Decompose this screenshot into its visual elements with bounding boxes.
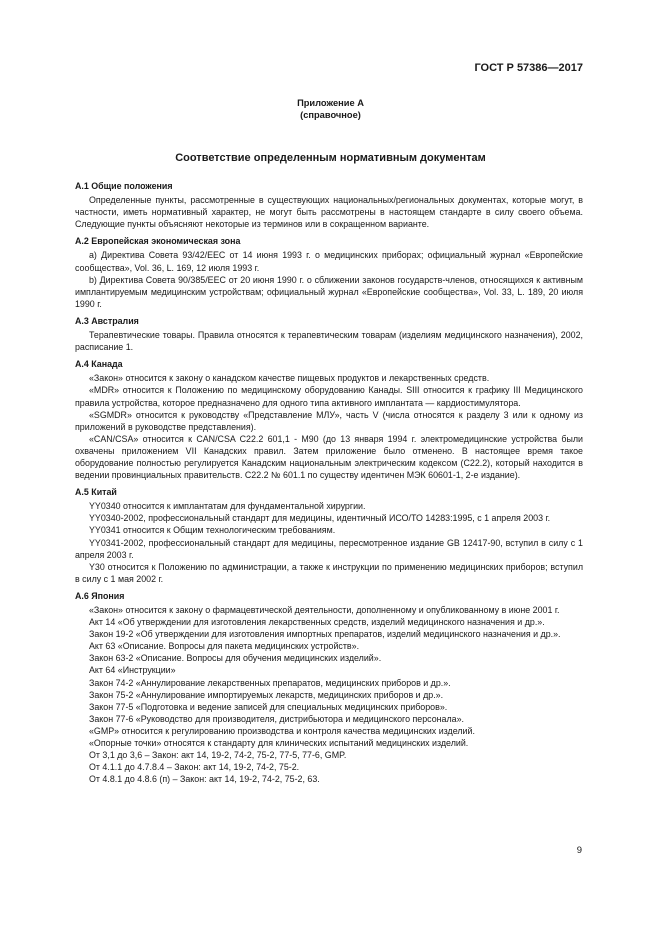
section-paragraph: Определенные пункты, рассмотренные в существующих национальных/региональных документах, которые могут, в частности, иметь нормативный характер, не могут быть рассмотрены в настоящем стандарте в силу своего объема. Следующие пункты объясняют некоторые из терминов или в сокращенном варианте. xyxy=(75,195,583,230)
section-heading: А.1 Общие положения xyxy=(75,181,173,191)
section-paragraph: «CAN/CSA» относится к CAN/CSA C22.2 601,1 - M90 (до 13 января 1994 г. электромедицинские устройства были охвачены приложением VII Канадских правил. Затем приложение было отменено. В настоящее время такое оборудование полностью регулируется Канадским национальным электрическим кодексом (C22.2), который находится в ведении провинциальных правительств. C22.2 № 601.1 по существу идентичен МЭК 60601-1, 2-е издание). xyxy=(75,433,583,481)
section-paragraph: Закон 75-2 «Аннулирование импортируемых лекарств, медицинских приборов и др.». xyxy=(89,689,444,700)
section-heading: А.5 Китай xyxy=(75,487,117,498)
section-paragraph: Акт 64 «Инструкции» xyxy=(89,665,176,676)
section-heading: А.4 Канада xyxy=(75,359,123,370)
section-paragraph: «Закон» относится к закону о фармацевтической деятельности, дополненному и опубликованному в июне 2001 г. xyxy=(89,605,560,615)
section-paragraph: Закон 77-6 «Руководство для производителя, дистрибьютора и медицинского персонала». xyxy=(89,713,465,724)
document-body xyxy=(75,180,583,785)
section-paragraph: От 4.1.1 до 4.7.8.4 – Закон: акт 14, 19-2, 74-2, 75-2. xyxy=(89,762,300,773)
section-paragraph: Акт 14 «Об утверждении для изготовления лекарственных средств, изделий медицинского назначения и др.». xyxy=(89,617,545,628)
section-paragraph: Терапевтические товары. Правила относятся к терапевтическим товарам (изделиям медицинского назначения), 2002, расписание 1. xyxy=(75,330,583,353)
section-heading: А.2 Европейская экономическая зона xyxy=(75,236,241,247)
section-paragraph: a) Директива Совета 93/42/EEC от 14 июня 1993 г. о медицинских приборах; официальный журнал «Европейские сообщества», Vol. 36, L. 169, 12 июля 1993 г. xyxy=(75,250,583,273)
annex-type: (справочное) xyxy=(300,110,361,120)
section-heading: А.3 Австралия xyxy=(75,315,139,326)
section-paragraph: YY0341 относится к Общим технологическим требованиям. xyxy=(89,525,336,536)
section-paragraph: Закон 74-2 «Аннулирование лекарственных препаратов, медицинских приборов и др.». xyxy=(89,677,451,688)
main-title: Соответствие определенным нормативным документам xyxy=(175,152,486,164)
section-paragraph: YY0341-2002, профессиональный стандарт для медицины, пересмотренное издание GB 12417-90, вступил в силу с 1 апреля 2003 г. xyxy=(75,537,583,560)
section-paragraph: «MDR» относится к Положению по медицинскому оборудованию Канады. SIII относится к графику III Медицинского правила устройства, которое предназначено для одного типа активного имплантата — кардиостимулятора. xyxy=(75,385,583,408)
annex-heading xyxy=(0,97,661,121)
section-paragraph: От 3,1 до 3,6 – Закон: акт 14, 19-2, 74-2, 75-2, 77-5, 77-6, GMP. xyxy=(89,750,347,761)
section-paragraph: Акт 63 «Описание. Вопросы для пакета медицинских устройств». xyxy=(89,641,360,652)
section-heading: А.6 Япония xyxy=(75,590,125,601)
section-paragraph: YY0340-2002, профессиональный стандарт для медицины, идентичный ИСО/ТО 14283:1995, с 1 апреля 2003 г. xyxy=(89,513,551,524)
section-paragraph: YY0340 относится к имплантатам для фундаментальной хирургии. xyxy=(89,501,366,512)
section-paragraph: Закон 63-2 «Описание. Вопросы для обучения медицинских изделий». xyxy=(89,653,382,664)
section-paragraph: Y30 относится к Положению по администрации, а также к инструкции по применению медицинских приборов; вступил в силу с 1 мая 2002 г. xyxy=(75,561,583,584)
section-paragraph: Закон 77-5 «Подготовка и ведение записей для специальных медицинских приборов». xyxy=(89,701,448,712)
section-paragraph: b) Директива Совета 90/385/EEC от 20 июня 1990 г. о сближении законов государств-членов, относящихся к активным имплантируемым медицинским устройствам; официальный журнал «Европейские сообщества», Vol. 33, L. 189, 20 июля 1990 г. xyxy=(75,274,583,309)
section-paragraph: Закон 19-2 «Об утверждении для изготовления импортных препаратов, изделий медицинского назначения и др.». xyxy=(89,629,561,640)
section-paragraph: «SGMDR» относится к руководству «Представление МЛУ», часть V (числа относятся к разделу 3 или к одному из приложений в руководстве представления). xyxy=(75,409,583,432)
document-id-header: ГОСТ Р 57386—2017 xyxy=(474,62,583,74)
section-paragraph: От 4.8.1 до 4.8.6 (п) – Закон: акт 14, 19-2, 74-2, 75-2, 63. xyxy=(89,774,320,785)
annex-title: Приложение А xyxy=(297,98,364,108)
section-paragraph: «Опорные точки» относятся к стандарту для клинических испытаний медицинских изделий. xyxy=(89,738,469,749)
page-number: 9 xyxy=(576,845,582,856)
section-paragraph: «Закон» относится к закону о канадском качестве пищевых продуктов и лекарственных средств. xyxy=(89,373,490,384)
section-paragraph: «GMP» относится к регулированию производства и контроля качества медицинских изделий. xyxy=(89,725,475,736)
